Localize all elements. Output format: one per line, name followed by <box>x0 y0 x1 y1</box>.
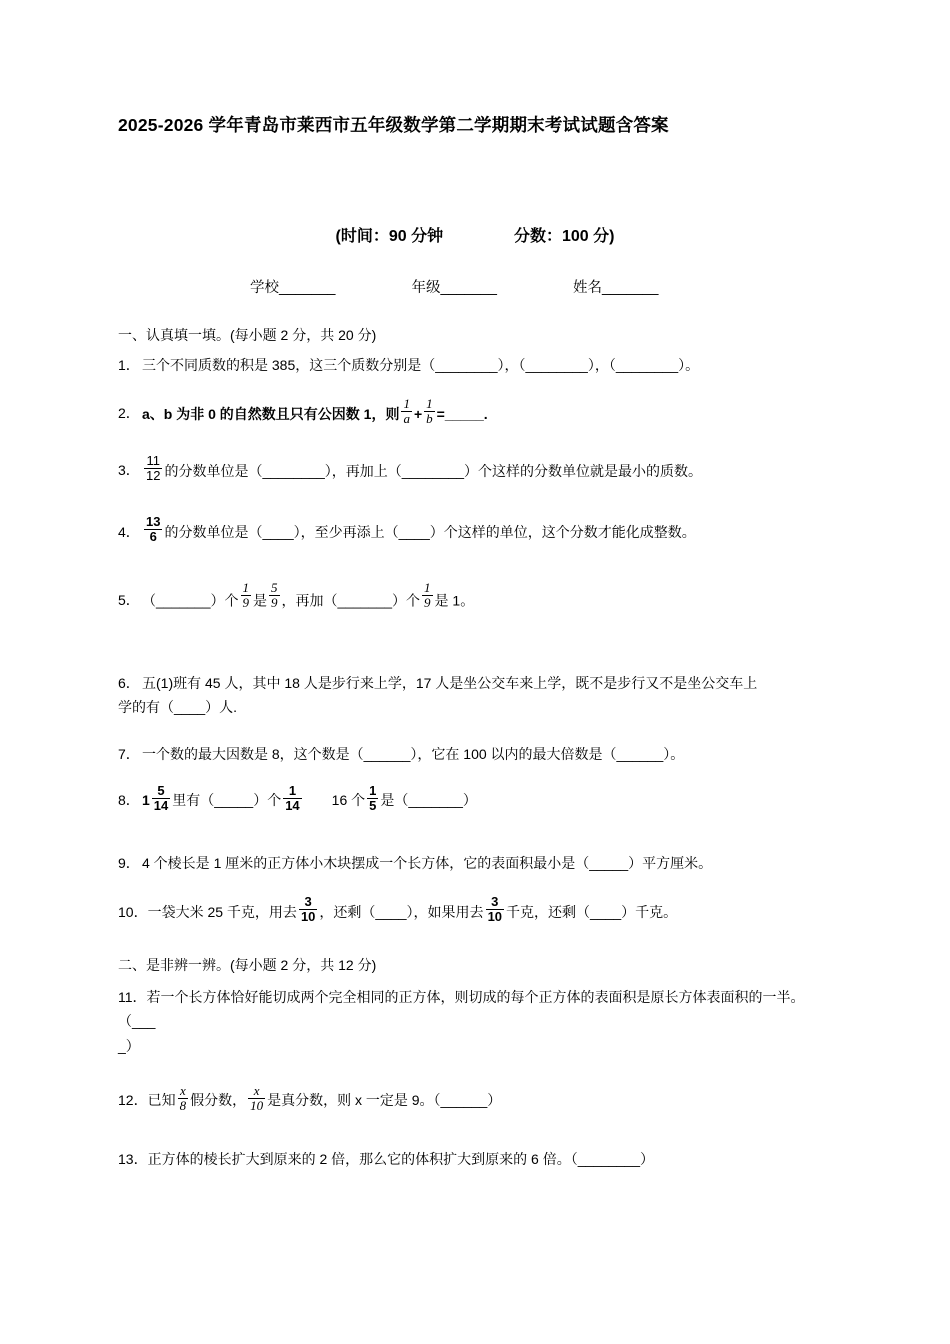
question-10-number: 10． <box>118 903 148 920</box>
question-9-number: 9． <box>118 855 140 872</box>
question-3-number: 3． <box>118 462 140 479</box>
document-body <box>118 0 832 1172</box>
question-4 <box>118 514 832 547</box>
field-name-label: 姓名_______ <box>572 280 659 296</box>
fraction-11-over-12: $\frac{11}{12}$ <box>146 453 161 484</box>
fraction-5-over-14: $\frac{5}{14}$ <box>153 782 169 813</box>
question-8-part-2: 16 个 <box>331 792 366 809</box>
question-11 <box>118 985 832 1059</box>
question-10-part-2: ，还剩（____），如果用去 <box>319 903 484 920</box>
fraction-3-over-10-a: $\frac{3}{10}$ <box>300 894 316 925</box>
exam-meta <box>118 223 832 246</box>
question-5-part-1: （_______）个 <box>142 592 239 609</box>
student-fields <box>118 276 832 297</box>
question-8-number: 8． <box>118 792 140 809</box>
question-13-text: 正方体的棱长扩大到原来的 2 倍，那么它的体积扩大到原来的 6 倍。（________） <box>147 1151 654 1168</box>
question-12-number: 12． <box>118 1092 148 1109</box>
question-8 <box>118 782 832 815</box>
field-grade-label: 年级_______ <box>411 280 497 296</box>
fraction-x-over-8: $\frac{x}{8}$ <box>179 1083 187 1114</box>
question-6-number: 6． <box>118 674 140 691</box>
question-1 <box>118 353 832 378</box>
question-4-text: 的分数单位是（____），至少再添上（____）个这样的单位，这个分数才能化成整数。 <box>164 523 696 540</box>
question-12-part-1: 已知 <box>147 1092 176 1109</box>
question-13-number: 13． <box>118 1151 148 1168</box>
question-9-text: 4 个棱长是 1 厘米的正方体小木块摆成一个长方体，它的表面积最小是（_____）平方厘米。 <box>142 855 713 872</box>
question-6-line-2: 学的有（____）人. <box>118 699 238 716</box>
question-2 <box>118 396 832 429</box>
fraction-1-over-b: $\frac{1}{b}$ <box>426 396 433 427</box>
mixed-whole-1: 1 <box>142 792 150 809</box>
question-1-number: 1． <box>118 357 140 373</box>
section-heading-2: 二、是非辨一辨。(每小题 2 分，共 12 分) <box>118 956 377 973</box>
question-5-part-2: 是 <box>253 592 268 609</box>
question-11-number: 11． <box>118 988 147 1005</box>
fraction-5-over-9: $\frac{5}{9}$ <box>271 579 278 610</box>
question-2-text: a、b 为非 0 的自然数且只有公因数 1，则 <box>142 405 400 422</box>
question-8-part-1: 里有（_____）个 <box>172 792 282 809</box>
fraction-1-over-14: $\frac{1}{14}$ <box>285 782 300 813</box>
question-5-part-4: 是 1。 <box>434 592 475 609</box>
question-10-part-3: 千克，还剩（____）千克。 <box>506 903 678 920</box>
question-2-number: 2． <box>118 405 140 422</box>
question-5 <box>118 579 832 613</box>
question-12-part-2: 假分数， <box>190 1092 247 1109</box>
fraction-1-over-9-b: $\frac{1}{9}$ <box>424 579 431 610</box>
question-11-line-1: 若一个长方体恰好能切成两个完全相同的正方体，则切成的每个正方体的表面积是原长方体表面积的一半。（___ <box>118 988 805 1030</box>
question-6 <box>118 671 832 720</box>
question-5-number: 5． <box>118 592 140 609</box>
exam-score: 分数：100 分) <box>514 228 615 245</box>
question-12 <box>118 1083 832 1115</box>
exam-time: (时间：90 分钟 <box>335 228 444 245</box>
question-13 <box>118 1147 832 1172</box>
question-3-text: 的分数单位是（________），再加上（________）个这样的分数单位就是最小的质数。 <box>164 462 703 479</box>
fraction-13-over-6: $\frac{13}{6}$ <box>146 514 161 545</box>
question-1-text: 三个不同质数的积是 385，这三个质数分别是（________），（________），（________）。 <box>142 357 700 373</box>
fraction-3-over-10-b: $\frac{3}{10}$ <box>487 894 503 925</box>
question-10-part-1: 一袋大米 25 千克，用去 <box>147 903 297 920</box>
question-5-part-3: ，再加（_______）个 <box>281 592 421 609</box>
question-7 <box>118 742 832 767</box>
fraction-1-over-9-a: $\frac{1}{9}$ <box>242 579 250 610</box>
field-school-label: 学校_______ <box>250 280 336 296</box>
question-8-part-3: 是（_______） <box>380 792 477 809</box>
fraction-1-over-5: $\frac{1}{5}$ <box>369 782 377 813</box>
question-9 <box>118 851 832 876</box>
plus-sign: + <box>413 405 423 422</box>
question-4-number: 4． <box>118 523 140 540</box>
question-3 <box>118 453 832 486</box>
fraction-x-over-10: $\frac{x}{10}$ <box>250 1083 264 1114</box>
question-12-part-3: 是真分数，则 x 一定是 9。（______） <box>267 1092 502 1109</box>
section-heading-1: 一、认真填一填。(每小题 2 分，共 20 分) <box>118 327 377 343</box>
question-2-tail: =_____. <box>436 405 488 422</box>
question-7-number: 7． <box>118 745 140 762</box>
fraction-1-over-a: $\frac{1}{a}$ <box>403 396 410 427</box>
question-11-line-2: _） <box>118 1037 140 1054</box>
question-10 <box>118 894 832 927</box>
page-title: 2025-2026 学年青岛市莱西市五年级数学第二学期期末考试试题含答案 <box>118 115 669 135</box>
question-6-line-1: 五(1)班有 45 人，其中 18 人是步行来上学，17 人是坐公交车来上学，既不是步行又不是坐公交车上 <box>142 674 758 691</box>
question-7-text: 一个数的最大因数是 8，这个数是（______），它在 100 以内的最大倍数是（______）。 <box>142 745 685 762</box>
